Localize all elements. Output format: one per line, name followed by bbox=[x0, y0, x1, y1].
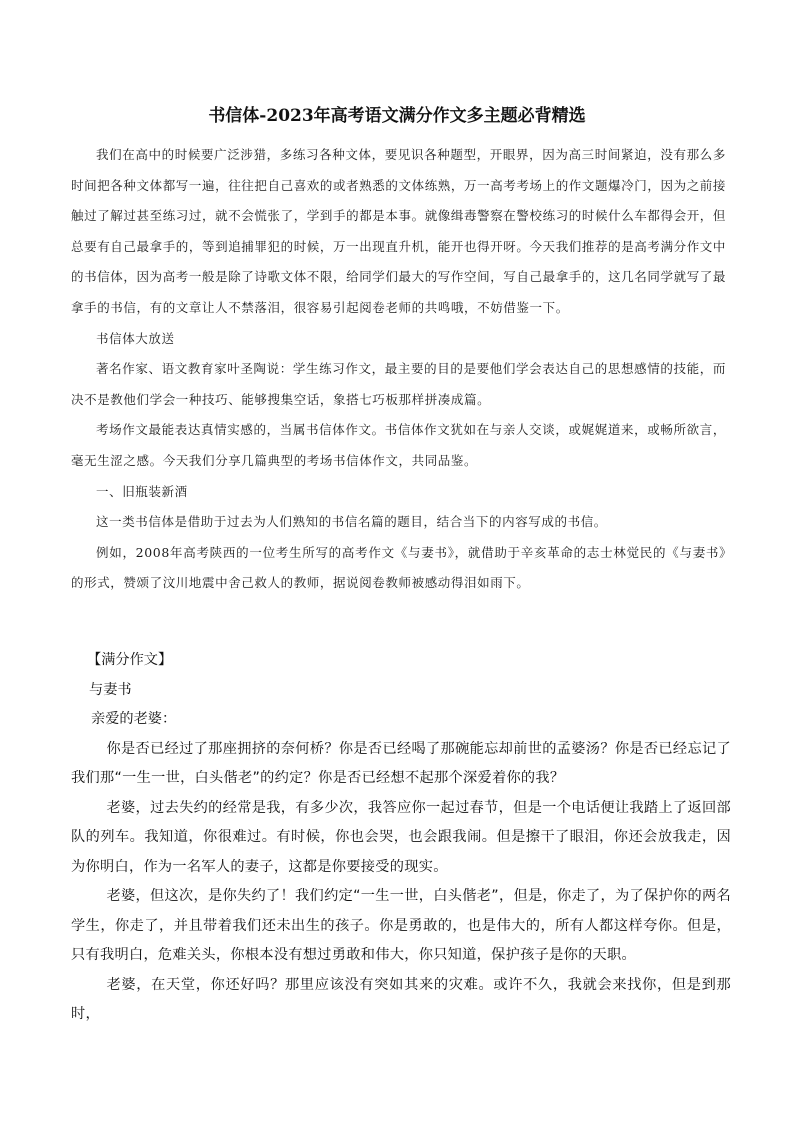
document-title: 书信体-2023年高考语文满分作文多主题必背精选 bbox=[208, 106, 586, 126]
essay-paragraph: 老婆，在天堂，你还好吗？那里应该没有突如其来的灾难。或许不久，我就会来找你，但是到那时， bbox=[71, 976, 731, 1022]
section-heading: 一、旧瓶装新酒 bbox=[96, 483, 188, 499]
essay-salutation: 亲爱的老婆： bbox=[91, 711, 177, 727]
intro-paragraph: 例如，2008年高考陕西的一位考生所写的高考作文《与妻书》，就借助于辛亥革命的志士林觉民的《与妻书》的形式，赞颂了汶川地震中舍己救人的教师，据说阅卷教师被感动得泪如雨下。 bbox=[71, 544, 726, 591]
intro-section bbox=[71, 140, 726, 599]
intro-paragraph: 我们在高中的时候要广泛涉猎，多练习各种文体，要见识各种题型，开眼界，因为高三时间紧迫，没有那么多时间把各种文体都写一遍，往往把自己喜欢的或者熟悉的文体练熟，万一高考考场上的作文题爆冷门，因为之前接触过了解过甚至练习过，就不会慌张了，学到手的都是本事。就像缉毒警察在警校练习的时候什么车都得会开，但总要有自己最拿手的，等到追捕罪犯的时候，万一出现直升机，能开也得开呀。今天我们推荐的是高考满分作文中的书信体，因为高考一般是除了诗歌文体不限，给同学们最大的写作空间，写自己最拿手的，这几名同学就写了最拿手的书信，有的文章让人不禁落泪，很容易引起阅卷老师的共鸣哦，不妨借鉴一下。 bbox=[71, 147, 727, 315]
intro-paragraph: 这一类书信体是借助于过去为人们熟知的书信名篇的题目，结合当下的内容写成的书信。 bbox=[96, 514, 607, 530]
essay-label: 【满分作文】 bbox=[87, 652, 173, 668]
essay-paragraph: 老婆，过去失约的经常是我，有多少次，我答应你一起过春节，但是一个电话便让我踏上了返回部队的列车。我知道，你很难过。有时候，你也会哭，也会跟我闹。但是擦干了眼泪，你还会放我走，因为你明白，作为一名军人的妻子，这都是你要接受的现实。 bbox=[71, 799, 731, 875]
essay-section bbox=[71, 646, 731, 1030]
essay-heading: 与妻书 bbox=[89, 681, 132, 698]
intro-paragraph: 考场作文最能表达真情实感的，当属书信体作文。书信体作文犹如在与亲人交谈，或娓娓道来，或畅所欲言，毫无生涩之感。今天我们分享几篇典型的考场书信体作文，共同品鉴。 bbox=[71, 422, 726, 468]
intro-paragraph: 著名作家、语文教育家叶圣陶说：学生练习作文，最主要的目的是要他们学会表达自己的思想感情的技能，而决不是教他们学会一种技巧、能够搜集空话，象搭七巧板那样拼凑成篇。 bbox=[71, 361, 726, 407]
essay-paragraph: 老婆，但这次，是你失约了！我们约定“一生一世，白头偕老”，但是，你走了，为了保护你的两名学生，你走了，并且带着我们还未出生的孩子。你是勇敢的，也是伟大的，所有人都这样夸你。但是，只有我明白，危难关头，你根本没有想过勇敢和伟大，你只知道，保护孩子是你的天职。 bbox=[71, 888, 731, 963]
essay-paragraph: 你是否已经过了那座拥挤的奈何桥？你是否已经喝了那碗能忘却前世的孟婆汤？你是否已经忘记了我们那“一生一世，白头偕老”的约定？你是否已经想不起那个深爱着你的我？ bbox=[71, 740, 731, 786]
section-heading: 书信体大放送 bbox=[96, 330, 175, 346]
